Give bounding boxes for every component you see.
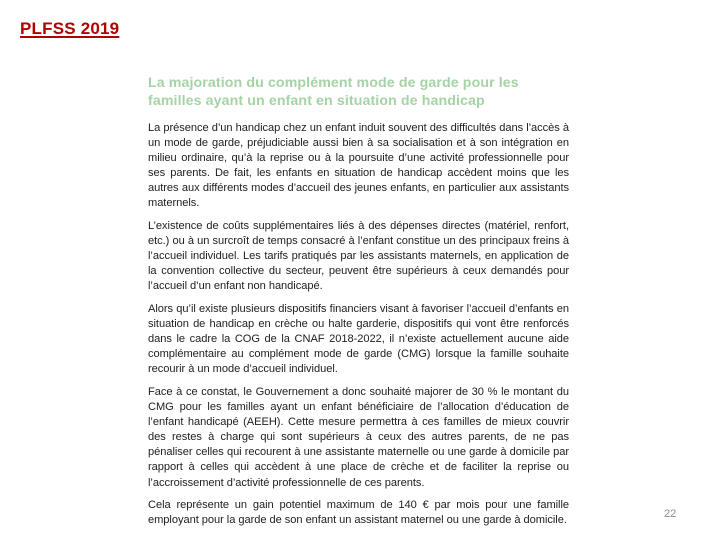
document-excerpt [148,74,569,536]
excerpt-heading: La majoration du complément mode de garde pour les familles ayant un enfant en situation de handicap [148,75,519,109]
paragraph-handicap-access: La présence d’un handicap chez un enfant induit souvent des difficultés dans l’accès à un mode de garde, préjudiciable aussi bien à sa socialisation et à son intégration en milieu ordinaire, qu’à la reprise ou à la poursuite d’une activité professionnelle pour ses parents. De fait, les enfants en situation de handicap accèdent moins que les autres aux différents modes d’accueil des jeunes enfants, en particulier aux assistants maternels. [148,122,569,210]
slide-title: PLFSS 2019 [20,19,120,38]
page-number: 22 [664,508,677,520]
paragraph-potential-gain: Cela représente un gain potentiel maximum de 140 € par mois pour une famille employant pour la garde de son enfant un assistant maternel ou une garde à domicile. [148,499,569,527]
paragraph-existing-schemes: Alors qu’il existe plusieurs dispositifs financiers visant à favoriser l’accueil d’enfants en situation de handicap en crèche ou halte garderie, dispositifs qui vont être renforcés dans le cadre la COG de la CNAF 2018-2022, il n’existe actuellement aucune aide complémentaire au complément mode de garde (CMG) lorsque la famille souhaite recourir à un mode d’accueil individuel. [148,303,569,376]
paragraph-government-measure: Face à ce constat, le Gouvernement a donc souhaité majorer de 30 % le montant du CMG pour les familles ayant un enfant bénéficiaire de l’allocation d’éducation de l’enfant handicapé (AEEH). Cette mesure permettra à ces familles de mieux couvrir des restes à charge qui sont supérieurs à ceux des autres parents, de ne pas pénaliser celles qui recourent à une assistante maternelle ou une garde à domicile par rapport à celles qui accèdent à une place de crèche et de faciliter la reprise ou l’accroissement d’activité professionnelle de ces parents. [148,386,569,489]
paragraph-additional-costs: L’existence de coûts supplémentaires liés à des dépenses directes (matériel, renfort, etc.) ou à un surcroît de temps consacré à l’enfant constitue un des principaux freins à l’accueil individuel. Les tarifs pratiqués par les assistants maternels, en application de la convention collective du secteur, peuvent être supérieurs à ceux demandés pour l’accueil d’un enfant non handicapé. [148,220,569,293]
